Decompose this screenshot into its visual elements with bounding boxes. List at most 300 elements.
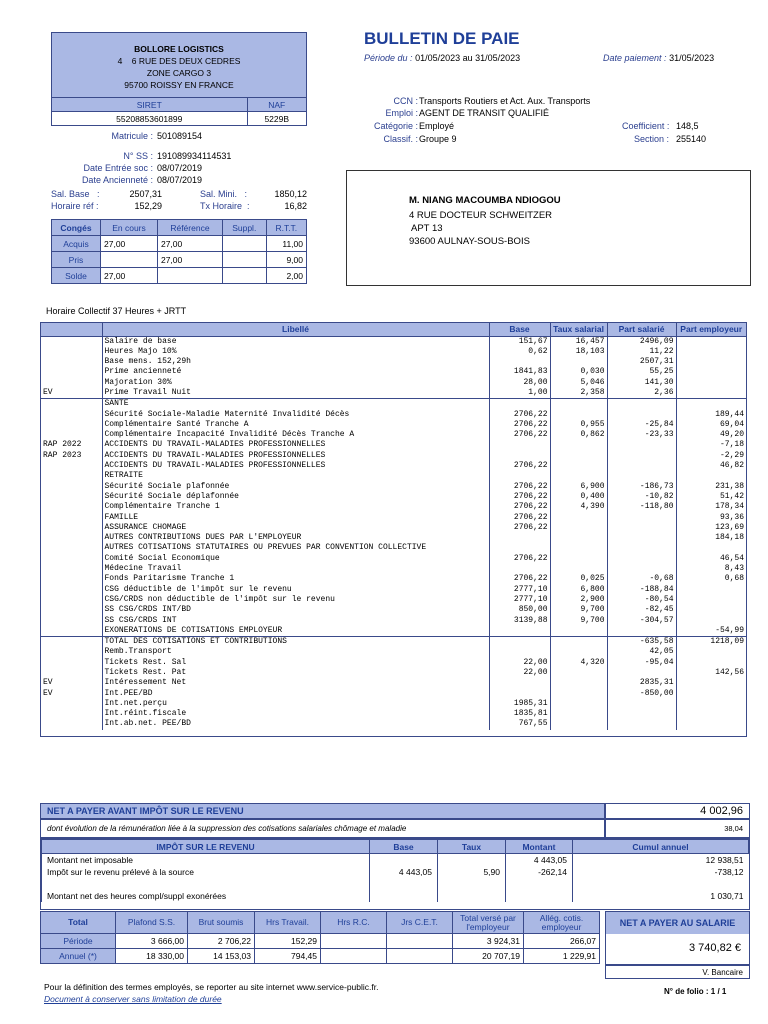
conges-row [52,236,307,252]
table-cell: 9,700 [550,616,607,626]
tax-row [42,854,749,866]
tax-cell [370,890,438,902]
table-cell: 2507,31 [607,357,676,367]
totals-header-row [41,912,600,934]
table-cell: Majoration 30% [102,378,489,388]
anciennete-value: 08/07/2019 [157,175,203,185]
table-cell [41,523,102,533]
column-header: Taux salarial [550,323,607,336]
table-row [41,440,746,450]
table-cell: -304,57 [607,616,676,626]
table-cell: Complémentaire Incapacité Invalidité Décès Tranche A [102,430,489,440]
table-cell: 51,42 [676,492,746,502]
salmini-value: 1850,12 [274,189,307,199]
datepaie-value: 31/05/2023 [669,53,715,63]
table-cell [41,378,102,388]
table-cell [41,585,102,595]
tax-header: IMPÔT SUR LE REVENU [42,840,370,854]
employer-ids [52,97,306,126]
totals-cell [321,949,387,964]
employee-address-box [346,170,751,286]
conges-table [51,219,307,284]
table-row [41,543,746,553]
tax-cell [573,878,749,890]
table-cell: Heures Majo 10% [102,347,489,357]
table-cell [550,647,607,657]
tax-row [42,878,749,890]
table-cell [607,513,676,523]
table-body [41,336,746,730]
table-cell [41,699,102,709]
table-row [41,430,746,440]
employer-name: BOLLORE LOGISTICS [134,44,224,54]
table-cell: -25,84 [607,420,676,430]
conges-cell [101,252,158,268]
conges-header-row [52,220,307,236]
employee-street: 4 RUE DOCTEUR SCHWEITZER [409,210,553,221]
table-cell: 22,00 [489,668,550,678]
folio [664,987,726,996]
totals-header: Plafond S.S. [116,912,188,934]
table-cell [41,626,102,637]
tax-cell: 12 938,51 [573,854,749,866]
txhoraire-value: 16,82 [284,201,307,211]
table-cell: 2706,22 [489,430,550,440]
table-cell [607,668,676,678]
table-cell: 1218,09 [676,637,746,648]
table-cell: 69,04 [676,420,746,430]
salbase-label: Sal. Base : [51,189,100,199]
net-pay-box [605,911,750,965]
table-cell [41,554,102,564]
table-cell [550,678,607,688]
table-cell [676,585,746,595]
table-cell [489,637,550,648]
table-cell [41,482,102,492]
table-cell: 1985,31 [489,699,550,709]
totals-row [41,934,600,949]
table-cell: AUTRES CONTRIBUTIONS DUES PAR L'EMPLOYEUR [102,533,489,543]
table-cell [676,616,746,626]
table-cell [550,668,607,678]
table-cell: -80,54 [607,595,676,605]
table-cell [489,689,550,699]
table-cell [489,564,550,574]
net-pay-label: NET A PAYER AU SALARIE [606,912,749,934]
table-cell [550,471,607,481]
table-cell [41,502,102,512]
table-row [41,668,746,678]
totals-row-label: Annuel (*) [41,949,116,964]
totals-cell: 1 229,91 [524,949,600,964]
conges-header: Suppl. [222,220,266,236]
table-cell: Prime ancienneté [102,367,489,377]
siret-label: SIRET [52,98,247,112]
tax-cell [438,890,506,902]
table-cell [607,543,676,553]
table-row [41,336,746,347]
table-cell: 2706,22 [489,513,550,523]
totals-header: Hrs Travail. [255,912,321,934]
table-cell: Sécurité Sociale déplafonnée [102,492,489,502]
payslip-lines-table [40,322,747,737]
tax-cell: -738,12 [573,866,749,878]
table-cell [676,378,746,388]
table-cell: 6,800 [550,585,607,595]
table-cell: EV [43,678,53,688]
table-cell: Médecine Travail [102,564,489,574]
table-cell [489,543,550,553]
folio-value: 1 / 1 [710,987,727,996]
table-cell [41,719,102,729]
table-cell: 11,22 [607,347,676,357]
table-cell [41,658,102,668]
table-cell [607,699,676,709]
tax-cell [506,890,573,902]
column-header: Part employeur [676,323,746,336]
tax-cell: 5,90 [438,866,506,878]
table-row [41,689,746,699]
table-cell: 46,54 [676,554,746,564]
table-cell [41,399,102,410]
totals-row [41,949,600,964]
table-cell [550,451,607,461]
employee-apt: APT 13 [411,223,443,234]
table-cell: -0,68 [607,574,676,584]
evolution-note: dont évolution de la rémunération liée à la suppression des cotisations salariales chômage et maladie [40,819,605,838]
table-cell [41,492,102,502]
tax-cell: Montant net imposable [42,854,370,866]
table-cell [41,595,102,605]
table-cell [607,440,676,450]
table-cell: 2706,22 [489,420,550,430]
table-cell: 46,82 [676,461,746,471]
table-cell [550,564,607,574]
table-cell [550,523,607,533]
table-cell [41,564,102,574]
table-cell: SANTÉ [102,399,489,410]
table-cell [676,347,746,357]
periode-value: 01/05/2023 au 31/05/2023 [415,53,521,63]
table-cell: Tickets Rest. Sal [102,658,489,668]
table-cell: SS CSG/CRDS INT [102,616,489,626]
table-cell [550,709,607,719]
conges-row-label: Pris [52,252,101,268]
table-cell: 28,00 [489,378,550,388]
horaire-value: 152,29 [134,201,162,211]
ccn-value: Transports Routiers et Act. Aux. Transports [419,96,591,106]
periode-label: Période du : [364,53,413,63]
classif-value: Groupe 9 [419,134,457,144]
table-cell: 0,862 [550,430,607,440]
table-cell: 18,103 [550,347,607,357]
table-cell: RETRAITE [102,471,489,481]
table-cell [676,595,746,605]
net-before-tax-value: 4 002,96 [605,803,750,819]
entree-label: Date Entrée soc : [83,163,153,173]
table-cell: Salaire de base [102,336,489,347]
tax-cell [370,878,438,890]
paydate-line [603,53,714,63]
table-cell [550,461,607,471]
employee-identity [0,130,320,215]
table-cell: Int.net.perçu [102,699,489,709]
table-cell: -186,73 [607,482,676,492]
table-cell: 49,20 [676,430,746,440]
table-cell [41,533,102,543]
table-cell: 2706,22 [489,461,550,471]
table-cell: 850,00 [489,605,550,615]
datepaie-label: Date paiement : [603,53,667,63]
conges-cell [222,252,266,268]
table-cell [607,399,676,410]
table-cell: 2,900 [550,595,607,605]
table-cell: 2,36 [607,388,676,399]
table-cell [607,626,676,637]
anciennete-label: Date Ancienneté : [81,175,153,185]
table-cell [489,399,550,410]
table-cell: 2706,22 [489,523,550,533]
table-cell: Intéressement Net [102,678,489,688]
table-cell [41,668,102,678]
table-row [41,595,746,605]
table-cell: FAMILLE [102,513,489,523]
totals-cell: 266,07 [524,934,600,949]
tax-cell: Impôt sur le revenu prélevé à la source [42,866,370,878]
table-cell: 0,68 [676,574,746,584]
table-cell: -82,45 [607,605,676,615]
job-info [330,95,750,150]
table-cell: 2706,22 [489,574,550,584]
table-cell: 42,05 [607,647,676,657]
matricule-value: 501089154 [157,131,203,141]
table-cell [489,533,550,543]
table-row [41,605,746,615]
tax-row [42,866,749,878]
table-cell [676,699,746,709]
table-row [41,523,746,533]
table-cell: 1835,81 [489,709,550,719]
table-cell: Base mens. 152,29h [102,357,489,367]
table-cell [607,709,676,719]
payment-mode: V. Bancaire [605,965,750,979]
table-cell: 178,34 [676,502,746,512]
table-cell [41,574,102,584]
table-row [41,699,746,709]
table-cell [41,605,102,615]
table-cell: 4,390 [550,502,607,512]
tax-cell [370,854,438,866]
table-cell: 8,43 [676,564,746,574]
table-row [41,399,746,410]
table-row [41,378,746,388]
table-row [41,347,746,357]
table-cell [41,420,102,430]
table-cell [550,699,607,709]
table-cell [676,543,746,553]
table-cell: Sécurité Sociale-Maladie Maternité Invalidité Décès [102,410,489,420]
table-header-row [41,323,746,336]
tax-cell [42,878,370,890]
table-cell [41,461,102,471]
table-cell [41,357,102,367]
totals-cell [387,934,453,949]
conges-cell: 2,00 [266,268,306,284]
table-cell: 141,30 [607,378,676,388]
conges-header: R.T.T. [266,220,306,236]
totals-cell: 152,29 [255,934,321,949]
table-row [41,492,746,502]
totals-header: Jrs C.E.T. [387,912,453,934]
table-cell: 2706,22 [489,492,550,502]
table-cell: 6,900 [550,482,607,492]
column-header: Libellé [102,323,489,336]
table-cell [607,554,676,564]
table-cell [676,605,746,615]
conges-cell [222,268,266,284]
table-row [41,658,746,668]
naf-value: 5229B [247,112,306,126]
table-cell: 2777,10 [489,585,550,595]
table-cell [550,554,607,564]
table-row [41,461,746,471]
table-cell: -2,29 [676,451,746,461]
table-cell: RAP 2022 [43,440,82,450]
tax-cell: 1 030,71 [573,890,749,902]
table-cell [607,410,676,420]
ss-label: N° SS : [123,151,153,161]
table-cell: 16,457 [550,336,607,347]
table-cell [550,357,607,367]
conges-cell [222,236,266,252]
tax-cell: 4 443,05 [370,866,438,878]
totals-table [40,911,600,965]
conges-header: Congés [52,220,101,236]
table-cell [607,523,676,533]
emploi-label: Emploi : [385,108,418,118]
table-row [41,637,746,648]
footer-definition: Pour la définition des termes employés, se reporter au site internet www.service-public.fr. [44,982,379,992]
table-cell: RAP 2023 [43,450,82,460]
table-cell: 0,025 [550,574,607,584]
table-cell: ASSURANCE CHÔMAGE [102,523,489,533]
table-row [41,626,746,637]
table-cell [607,471,676,481]
table-cell: Tickets Rest. Pat [102,668,489,678]
table-cell: 0,400 [550,492,607,502]
table-cell: -10,82 [607,492,676,502]
column-header: Part salarié [607,323,676,336]
table-cell [550,410,607,420]
entree-value: 08/07/2019 [157,163,203,173]
table-cell [550,719,607,729]
table-row [41,420,746,430]
table-cell: 2,358 [550,388,607,399]
table-cell [41,616,102,626]
totals-row-label: Période [41,934,116,949]
table-cell: TOTAL DES COTISATIONS ET CONTRIBUTIONS [102,637,489,648]
table-row [41,719,746,729]
table-cell: 123,69 [676,523,746,533]
table-cell [489,451,550,461]
table-cell: Int.réint.fiscale [102,709,489,719]
totals-cell: 2 706,22 [188,934,255,949]
coef-value: 148,5 [676,121,699,131]
txhoraire-label: Tx Horaire : [200,201,250,211]
table-cell [41,471,102,481]
table-cell [676,689,746,699]
table-cell: 0,62 [489,347,550,357]
table-cell: -54,99 [676,626,746,637]
conges-header: En cours [101,220,158,236]
totals-header: Total [41,912,116,934]
table-cell [41,543,102,553]
table-cell [41,513,102,523]
table-cell: ACCIDENTS DU TRAVAIL-MALADIES PROFESSIONNELLES [102,451,489,461]
tax-cell: -262,14 [506,866,573,878]
table-cell: 2777,10 [489,595,550,605]
tax-cell [438,854,506,866]
table-row [41,482,746,492]
table-cell [550,513,607,523]
conges-cell: 27,00 [157,252,222,268]
ccn-label: CCN : [393,96,418,106]
table-cell: -23,33 [607,430,676,440]
table-row [41,554,746,564]
table-cell [489,357,550,367]
table-cell [489,471,550,481]
table-cell [676,658,746,668]
table-cell: 2706,22 [489,554,550,564]
employer-address [52,33,306,97]
table-cell [41,430,102,440]
totals-cell: 14 153,03 [188,949,255,964]
employer-city: 95700 ROISSY EN FRANCE [124,80,234,90]
table-cell [41,410,102,420]
folio-label: N° de folio : [664,987,709,996]
table-row [41,502,746,512]
table-cell: -635,58 [607,637,676,648]
table-row [41,471,746,481]
tax-row [42,890,749,902]
table-cell: -188,84 [607,585,676,595]
table-cell [550,543,607,553]
totals-header: Brut soumis [188,912,255,934]
evolution-value: 38,04 [605,819,750,838]
horaire-collectif: Horaire Collectif 37 Heures + JRTT [46,306,187,316]
table-cell: -850,00 [607,689,676,699]
employee-name: M. NIANG MACOUMBA NDIOGOU [409,195,561,206]
conges-cell: 11,00 [266,236,306,252]
conges-header: Référence [157,220,222,236]
table-cell: 184,18 [676,533,746,543]
page-title: BULLETIN DE PAIE [364,29,520,48]
column-header [41,323,102,336]
conges-row [52,252,307,268]
section-label: Section : [634,134,670,144]
table-cell [550,689,607,699]
table-cell [676,357,746,367]
table-cell [607,564,676,574]
table-row [41,367,746,377]
tax-cell: Montant net des heures compl/suppl exonérées [42,890,370,902]
table-cell: Remb.Transport [102,647,489,657]
table-cell [550,399,607,410]
matricule-label: Matricule : [111,131,153,141]
table-cell [676,719,746,729]
tax-header: Taux [438,840,506,854]
salmini-label: Sal. Mini. : [200,189,248,199]
